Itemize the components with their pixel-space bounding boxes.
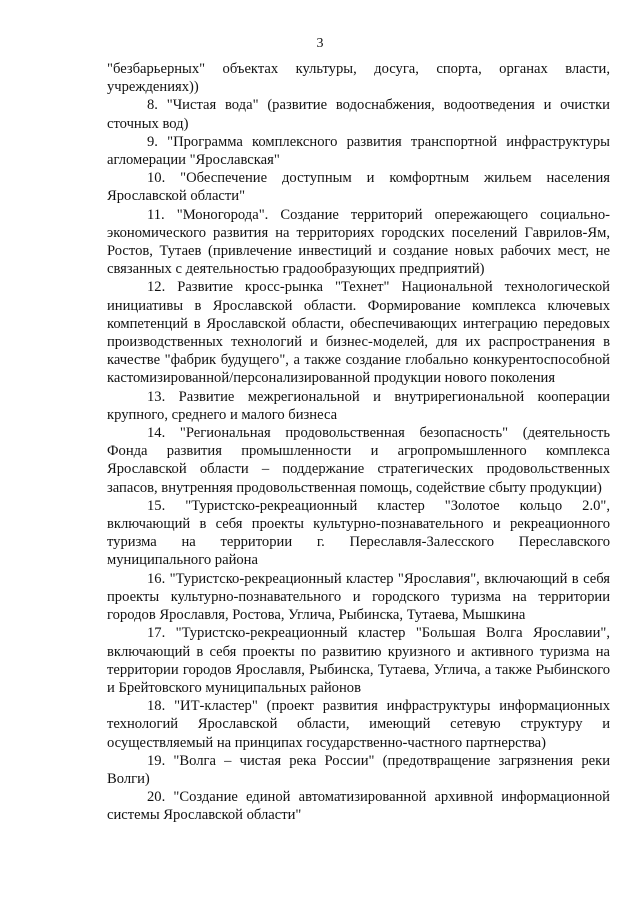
list-item-8: 8. "Чистая вода" (развитие водоснабжения, водоотведения и очистки сточных вод): [107, 97, 610, 132]
list-item-12: 12. Развитие кросс-рынка "Технет" Национальной технологической инициативы в Ярославской области. Формирование комплекса ключевых компетенций в Ярославской области, обеспечивающих интеграцию передовых производственных технологий и бизнес-моделей, для их распространения в качестве "фабрик будущего", а также создание глобально конкурентоспособной кастомизированной/персонализированной продукции нового поколения: [107, 279, 610, 387]
list-item-10: 10. "Обеспечение доступным и комфортным жильем населения Ярославской области": [107, 170, 610, 205]
list-item-16: 16. "Туристско-рекреационный кластер "Ярославия", включающий в себя проекты культурно-познавательного и городского туризма на территории городов Ярославля, Ростова, Углича, Рыбинска, Тутаева, Мышкина: [107, 570, 610, 624]
list-item-7-continuation: "безбарьерных" объектах культуры, досуга, спорта, органах власти, учреждениях)): [107, 61, 610, 96]
list-item-17: 17. "Туристско-рекреационный кластер "Большая Волга Ярославии", включающий в себя проекты по развитию круизного и активного туризма на территории городов Ярославля, Рыбинска, Тутаева, Углича, а также Рыбинского и Брейтовского муниципальных районов: [107, 625, 610, 696]
list-item-9: 9. "Программа комплексного развития транспортной инфраструктуры агломерации "Ярославская": [107, 133, 610, 169]
list-item-11: 11. "Моногорода". Создание территорий опережающего социально-экономического развития на территориях городских поселений Гаврилов-Ям, Ростов, Тутаев (привлечение инвестиций и создание новых рабочих мест, не связанных с деятельностью градообразующих предприятий): [107, 206, 610, 278]
list-item-13: 13. Развитие межрегиональной и внутрирегиональной кооперации крупного, среднего и малого бизнеса: [107, 388, 610, 423]
list-item-18: 18. "ИТ-кластер" (проект развития инфраструктуры информационных технологий Ярославской области, имеющий сетевую структуру и осуществляемый на принципах государственно-частного партнерства): [107, 698, 610, 751]
list-item-15: 15. "Туристско-рекреационный кластер "Золотое кольцо 2.0", включающий в себя проекты культурно-познавательного и рекреационного туризма на территории г. Переславля-Залесского Переславского муниципального района: [107, 497, 610, 569]
list-item-20: 20. "Создание единой автоматизированной архивной информационной системы Ярославской области": [107, 789, 610, 824]
document-body: [107, 60, 610, 825]
list-item-19: 19. "Волга – чистая река России" (предотвращение загрязнения реки Волги): [107, 752, 610, 787]
page-number: 3: [316, 36, 324, 51]
list-item-14: 14. "Региональная продовольственная безопасность" (деятельность Фонда развития промышленности и агропромышленного комплекса Ярославской области – поддержание стратегических продовольственных запасов, внутренняя продовольственная помощь, содействие сбыту продукции): [107, 425, 610, 496]
